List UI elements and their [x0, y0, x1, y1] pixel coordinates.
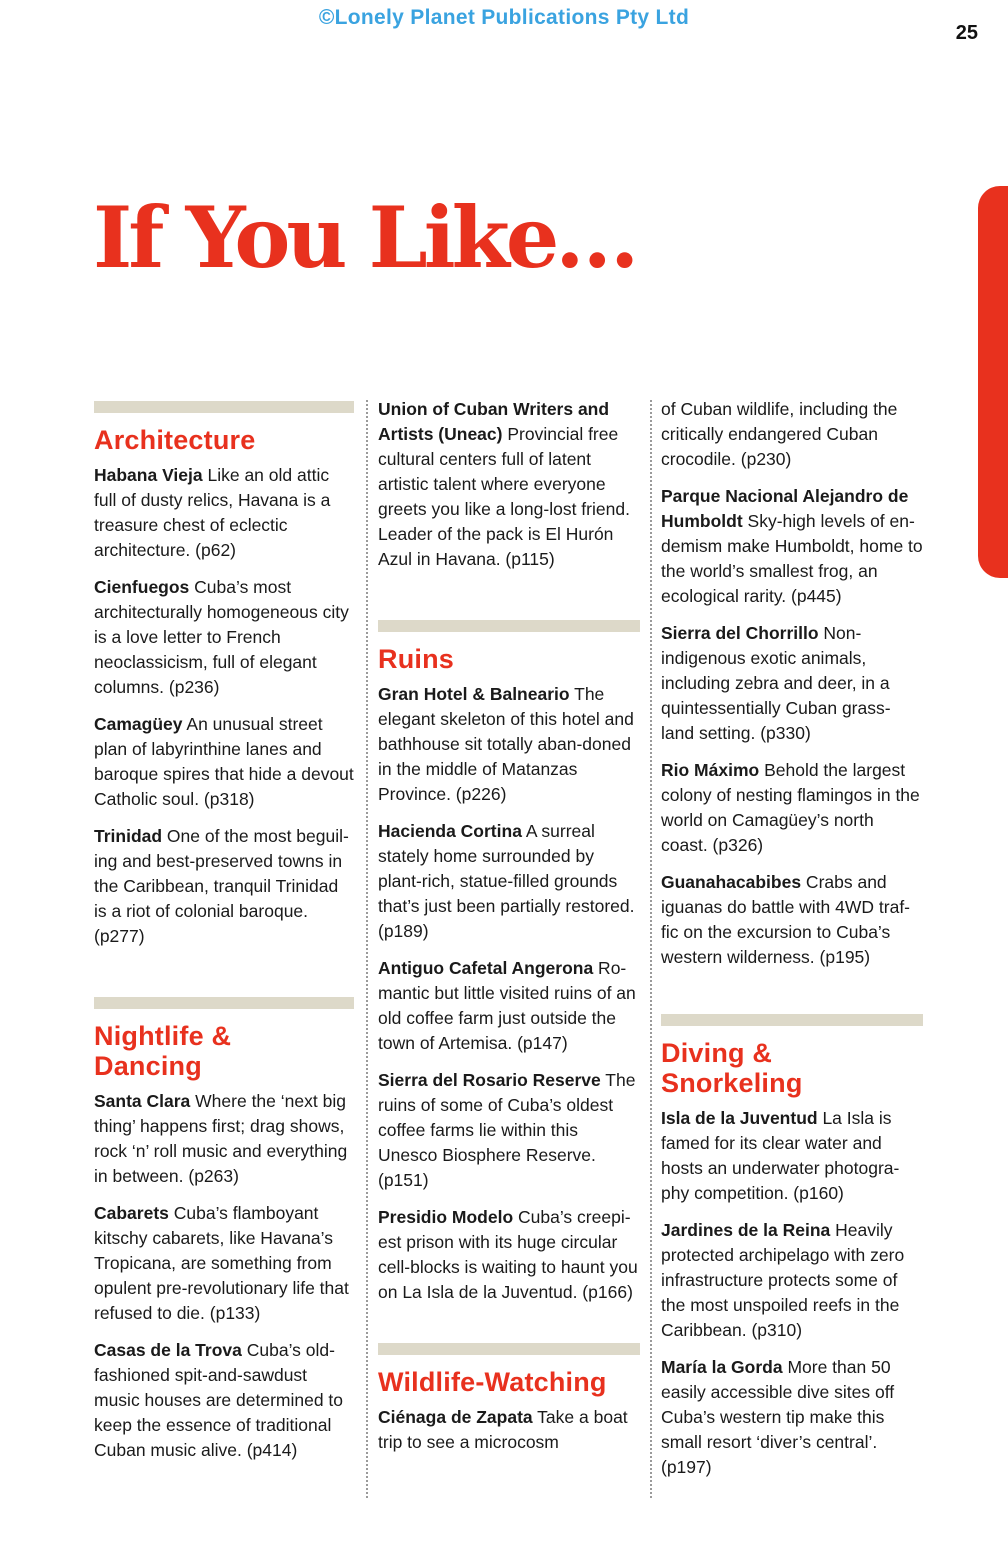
entry — [94, 575, 354, 700]
entry-name: María la Gorda — [661, 1357, 783, 1377]
entry — [94, 1089, 354, 1189]
section-heading: Diving & Snorkeling — [661, 1038, 803, 1098]
entry — [661, 397, 923, 472]
section-heading: Nightlife & Dancing — [94, 1021, 232, 1081]
entry — [378, 1068, 640, 1193]
entry — [378, 1405, 640, 1455]
section-nightlife — [94, 997, 354, 1463]
section-bar — [378, 620, 640, 632]
column-divider — [366, 400, 368, 1498]
entry-text: More than 50 easily accessible dive sites off Cuba’s western tip make this small resort ‘diver’s central’. (p197) — [661, 1357, 895, 1477]
entry-text: An unusual street plan of labyrinthine lanes and baroque spires that hide a devout Catholic soul. (p318) — [94, 714, 354, 809]
entry-text: Cuba’s creepi-est prison with its huge circular cell-blocks is waiting to haunt you on La Isla de la Juventud. (p166) — [378, 1207, 638, 1302]
section-heading: Ruins — [378, 644, 455, 674]
entry — [378, 819, 640, 944]
entry-name: Casas de la Trova — [94, 1340, 242, 1360]
section-architecture — [94, 401, 354, 949]
entry-text: The ruins of some of Cuba’s oldest coffee farms lie within this Unesco Biosphere Reserve. (p151) — [378, 1070, 636, 1190]
entry — [661, 484, 923, 609]
entry-text: Non-indigenous exotic animals, including zebra and deer, in a quintessentially Cuban grass-land setting. (p330) — [661, 623, 891, 743]
section-bar — [94, 401, 354, 413]
entry — [378, 1205, 640, 1305]
entry-name: Habana Vieja — [94, 465, 203, 485]
entry-name: Camagüey — [94, 714, 183, 734]
entry-text: The elegant skeleton of this hotel and bathhouse sit totally aban-doned in the middle of Matanzas Province. (p226) — [378, 684, 634, 804]
entry-name: Cabarets — [94, 1203, 169, 1223]
entry — [94, 463, 354, 563]
section-diving — [661, 1014, 923, 1480]
entry-name: Antiguo Cafetal Angerona — [378, 958, 594, 978]
entry-text: Where the ‘next big thing’ happens first; drag shows, rock ‘n’ roll music and everything in between. (p263) — [94, 1091, 348, 1186]
section-heading: Wildlife-Watching — [378, 1367, 607, 1397]
entry-text: Cuba’s flamboyant kitschy cabarets, like Havana’s Tropicana, are something from opulent pre-revolutionary life that refused to die. (p133) — [94, 1203, 349, 1323]
section-heading: Architecture — [94, 425, 256, 455]
entry-name: Sierra del Chorrillo — [661, 623, 819, 643]
entry-name: Rio Máximo — [661, 760, 760, 780]
entry — [94, 712, 354, 812]
entry-text: A surreal stately home surrounded by plant-rich, statue-filled grounds that’s just been partially restored. (p189) — [378, 821, 635, 941]
entry-text: Sky-high levels of en-demism make Humboldt, home to the world’s smallest frog, an ecological rarity. (p445) — [661, 511, 923, 606]
copyright-notice: ©Lonely Planet Publications Pty Ltd — [318, 6, 690, 29]
entry-name: Hacienda Cortina — [378, 821, 522, 841]
entry-name: Jardines de la Reina — [661, 1220, 831, 1240]
entry-text: Provincial free cultural centers full of latent artistic talent where everyone greets you like a long-lost friend. Leader of the pack is El Hurón Azul in Havana. (p115) — [378, 424, 630, 569]
entry — [661, 1218, 923, 1343]
entry — [661, 1106, 923, 1206]
entry — [661, 870, 923, 970]
entry-text: One of the most beguil-ing and best-preserved towns in the Caribbean, tranquil Trinidad is a riot of colonial baroque. (p277) — [94, 826, 349, 946]
entry-text: Like an old attic full of dusty relics, Havana is a treasure chest of eclectic architecture. (p62) — [94, 465, 331, 560]
entry — [661, 1355, 923, 1480]
column-divider — [650, 400, 652, 1498]
entry-name: Sierra del Rosario Reserve — [378, 1070, 601, 1090]
entry-text: Crabs and iguanas do battle with 4WD traf-fic on the excursion to Cuba’s western wilderness. (p195) — [661, 872, 911, 967]
entry — [661, 621, 923, 746]
entry — [378, 397, 640, 572]
section-wildlife — [378, 1343, 640, 1455]
entry-name: Gran Hotel & Balneario — [378, 684, 570, 704]
section-bar — [661, 1014, 923, 1026]
column-2 — [378, 397, 640, 1467]
entry-text: Cuba’s most architecturally homogeneous city is a love letter to French neoclassicism, full of elegant columns. (p236) — [94, 577, 349, 697]
entry-text: Heavily protected archipelago with zero infrastructure protects some of the most unspoiled reefs in the Caribbean. (p310) — [661, 1220, 905, 1340]
column-1 — [94, 397, 354, 1475]
entry-name: Cienfuegos — [94, 577, 190, 597]
entry — [661, 758, 923, 858]
entry-name: Union of Cuban Writers and Artists (Uneac) — [378, 399, 610, 444]
column-3 — [661, 397, 923, 1492]
entry-name: Parque Nacional Alejandro de Humboldt — [661, 486, 909, 531]
entry — [378, 682, 640, 807]
entry — [94, 1338, 354, 1463]
chapter-tab — [978, 186, 1008, 578]
entry-text: Behold the largest colony of nesting flamingos in the world on Camagüey’s north coast. (p326) — [661, 760, 920, 855]
section-ruins — [378, 620, 640, 1305]
entry-name: Trinidad — [94, 826, 163, 846]
entry — [378, 956, 640, 1056]
entry-name: Isla de la Juventud — [661, 1108, 818, 1128]
entry-text: Cuba’s old-fashioned spit-and-sawdust music houses are determined to keep the essence of traditional Cuban music alive. (p414) — [94, 1340, 344, 1460]
entry — [94, 1201, 354, 1326]
entry-text: of Cuban wildlife, including the critically endangered Cuban crocodile. (p230) — [661, 399, 898, 469]
page-number: 25 — [955, 22, 978, 44]
section-bar — [378, 1343, 640, 1355]
entry-name: Ciénaga de Zapata — [378, 1407, 533, 1427]
section-bar — [94, 997, 354, 1009]
entry-name: Presidio Modelo — [378, 1207, 514, 1227]
entry-name: Guanahacabibes — [661, 872, 802, 892]
entry-text: La Isla is famed for its clear water and hosts an underwater photogra-phy competition. (p160) — [661, 1108, 900, 1203]
entry-name: Santa Clara — [94, 1091, 191, 1111]
page-title: If You Like… — [93, 188, 636, 287]
entry-text: Take a boat trip to see a microcosm — [378, 1407, 628, 1452]
entry — [94, 824, 354, 949]
entry-text: Ro-mantic but little visited ruins of an old coffee farm just outside the town of Artemisa. (p147) — [378, 958, 636, 1053]
